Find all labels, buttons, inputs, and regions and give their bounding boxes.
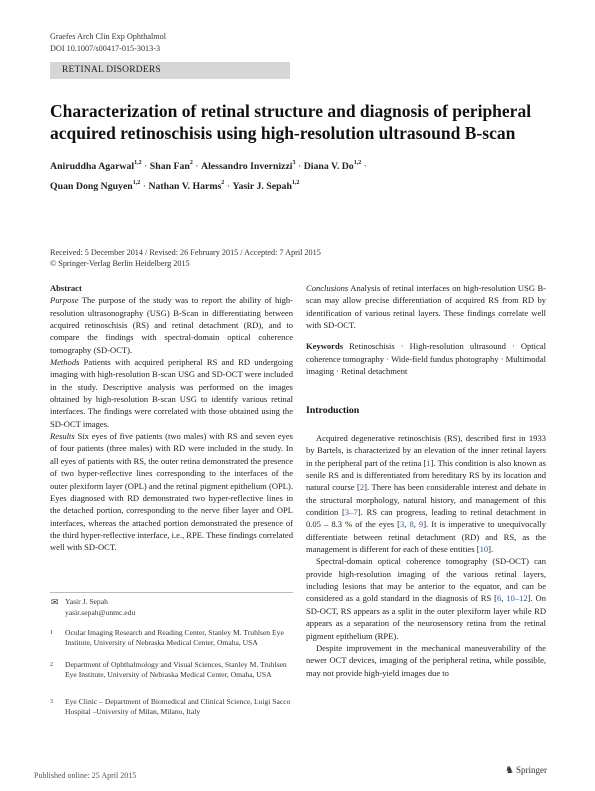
intro-text-run: ]. It is imperative to unequivocally differentiate between retinal detachment (RD) and RS, as the management is different for each of these entities [ bbox=[306, 519, 546, 555]
citation-link[interactable]: 8 bbox=[409, 519, 414, 530]
intro-text-run: , bbox=[404, 519, 410, 530]
author-name: Aniruddha Agarwal bbox=[50, 161, 135, 172]
abstract bbox=[50, 282, 293, 554]
citation-link[interactable]: 3–7 bbox=[344, 507, 358, 518]
intro-text-run: Acquired degenerative retinoschisis (RS), described first in 1933 by Bartels, is characterized by an elevation of the inner retinal layers in the peripheral part of the retina [ bbox=[306, 433, 546, 468]
author-affiliation-marker: 3 bbox=[292, 160, 296, 166]
copyright: © Springer-Verlag Berlin Heidelberg 2015 bbox=[50, 258, 190, 268]
author-name: Shan Fan bbox=[149, 161, 190, 172]
abstract-purpose: Purpose The purpose of the study was to report the ability of high-resolution ultrasonography (USG) B-Scan in differentiating between acquired retinoschisis (RS) and retinal detachment (RD), and to compare the findings with spectral-domain optical coherence tomography (SD-OCT). bbox=[50, 295, 293, 355]
author-affiliation-marker: 1,2 bbox=[291, 180, 300, 186]
citation-link[interactable]: 10–12 bbox=[506, 593, 528, 604]
author-name: Diana V. Do bbox=[303, 161, 354, 172]
intro-text-run: ]. This condition is also known as senile RS and is differentiated from hereditary RS by its location and natural course [ bbox=[306, 457, 547, 493]
doi: DOI 10.1007/s00417-015-3013-3 bbox=[50, 43, 161, 53]
introduction-heading: Introduction bbox=[306, 405, 360, 416]
correspondence-email[interactable]: yasir.sepah@unmc.edu bbox=[65, 607, 136, 617]
intro-paragraph-1 bbox=[306, 432, 546, 555]
author-affiliation-marker: 2 bbox=[189, 160, 193, 166]
author-name: Yasir J. Sepah bbox=[232, 181, 292, 192]
journal-header bbox=[50, 31, 166, 54]
article-dates bbox=[50, 248, 550, 269]
springer-horse-icon: ♞ bbox=[505, 765, 514, 776]
footnote-divider bbox=[50, 592, 293, 593]
envelope-icon: ✉ bbox=[51, 597, 59, 607]
citation-link[interactable]: 10 bbox=[479, 544, 489, 555]
introduction-body bbox=[306, 432, 546, 679]
author-affiliation-marker: 2 bbox=[221, 180, 225, 186]
intro-text-run: Spectral-domain optical coherence tomography (SD-OCT) can provide high-resolution imaging of the various retinal layers, including lesions that may be anterior to the equator, and can be considered as a gold standard in the diagnosis of RS [ bbox=[306, 556, 546, 604]
abstract-heading: Abstract bbox=[50, 283, 82, 293]
published-online: Published online: 25 April 2015 bbox=[34, 771, 137, 780]
keywords: Keywords Retinoschisis · High-resolution ultrasound · Optical coherence tomography · Wide-field fundus photography · Multimodal imaging · Retinal detachment bbox=[306, 341, 547, 377]
intro-text-run: , bbox=[501, 593, 507, 604]
abstract-conclusions: Conclusions Analysis of retinal interfaces on high-resolution USG B-scan may allow precise differentiation of acquired RS from RD by identification of various retinal layers. These findings correlate well with SD-OCT. bbox=[306, 283, 547, 331]
correspondence-name: Yasir J. Sepah bbox=[65, 597, 108, 606]
author-list: Aniruddha Agarwal$^{1,2}$ · Shan Fan$^2$ · Alessandro Invernizzi$^3$ · Diana V. Do$^{1,2}$ · Quan Dong Nguyen$^{1,2}$ · Nathan V. Harms$^2$ · Yasir J. Sepah$^{1,2}$ bbox=[50, 160, 367, 192]
abstract-methods: Methods Patients with acquired peripheral RS and RD undergoing imaging with high-resolution B-scan USG and SD-OCT were included in the study. Descriptive analysis was performed on the images obtained by high-resolution B-scan USG to identify various retinal interfaces. The findings were correlated with those obtained using the SD-OCT images. bbox=[50, 357, 293, 429]
received-dates: Received: 5 December 2014 / Revised: 26 February 2015 / Accepted: 7 April 2015 bbox=[50, 248, 321, 257]
journal-name: Graefes Arch Clin Exp Ophthalmol bbox=[50, 32, 166, 41]
author-affiliation-marker: 1,2 bbox=[353, 160, 362, 166]
intro-text-run: ]. bbox=[488, 544, 494, 555]
author-name: Quan Dong Nguyen bbox=[50, 181, 133, 192]
intro-text-run: ]. There has been considerable interest and debate in the structural morphology, natural history, and management of this condition [ bbox=[306, 482, 547, 518]
citation-link[interactable]: 3 bbox=[399, 519, 405, 530]
publisher-logo: ♞ Springer bbox=[505, 765, 547, 776]
intro-text-run: ]. RS can progress, leading to retinal detachment in 0.05 – 8.3 % of the eyes [ bbox=[306, 507, 546, 530]
abstract-results: Results Six eyes of five patients (two males) with RS and seven eyes of four patients (three males) with RD were included in the study. In all eyes of patients with RS, the outer retina demonstrated the presence of two hyper-reflective lines corresponding to the interfaces of the outer plexiform layer (OPL) and the retinal pigment epithelium (OPL). Eyes diagnosed with RD demonstrated two hyper-reflective lines in the detached portion, corresponding to the nerve fiber layer and OPL interfaces, whereas the attached portion demonstrated the presence of the third hyper-reflective interface, i.e., RPE. These findings correlated well with SD-OCT. bbox=[50, 431, 294, 553]
citation-link[interactable]: 1 bbox=[426, 457, 431, 468]
author-name: Nathan V. Harms bbox=[148, 181, 222, 192]
article-title: Characterization of retinal structure and diagnosis of peripheral acquired retinoschisis using high-resolution ultrasound B-scan bbox=[50, 101, 532, 143]
correspondence bbox=[51, 597, 136, 618]
intro-paragraph-2 bbox=[306, 555, 546, 641]
citation-link[interactable]: 9 bbox=[418, 519, 424, 530]
author-name: Alessandro Invernizzi bbox=[201, 161, 293, 172]
intro-text-run: ]. On SD-OCT, RS appears as a split in the outer plexiform layer while RD appears as a separation of the neurosensory retina from the retinal pigment epithelium (RPE). bbox=[306, 593, 546, 641]
section-label: RETINAL DISORDERS bbox=[62, 65, 161, 75]
intro-text-run: , bbox=[413, 519, 419, 530]
intro-paragraph-3: Despite improvement in the mechanical maneuverability of the newer OCT devices, imaging of the peripheral retina, while possible, may not provide high-yield images due to bbox=[306, 642, 546, 678]
author-affiliation-marker: 1,2 bbox=[132, 180, 141, 186]
abstract-continued bbox=[306, 282, 546, 377]
author-affiliation-marker: 1,2 bbox=[134, 160, 142, 166]
section-banner bbox=[50, 62, 290, 79]
citation-link[interactable]: 6 bbox=[496, 593, 502, 604]
citation-link[interactable]: 2 bbox=[359, 482, 365, 493]
